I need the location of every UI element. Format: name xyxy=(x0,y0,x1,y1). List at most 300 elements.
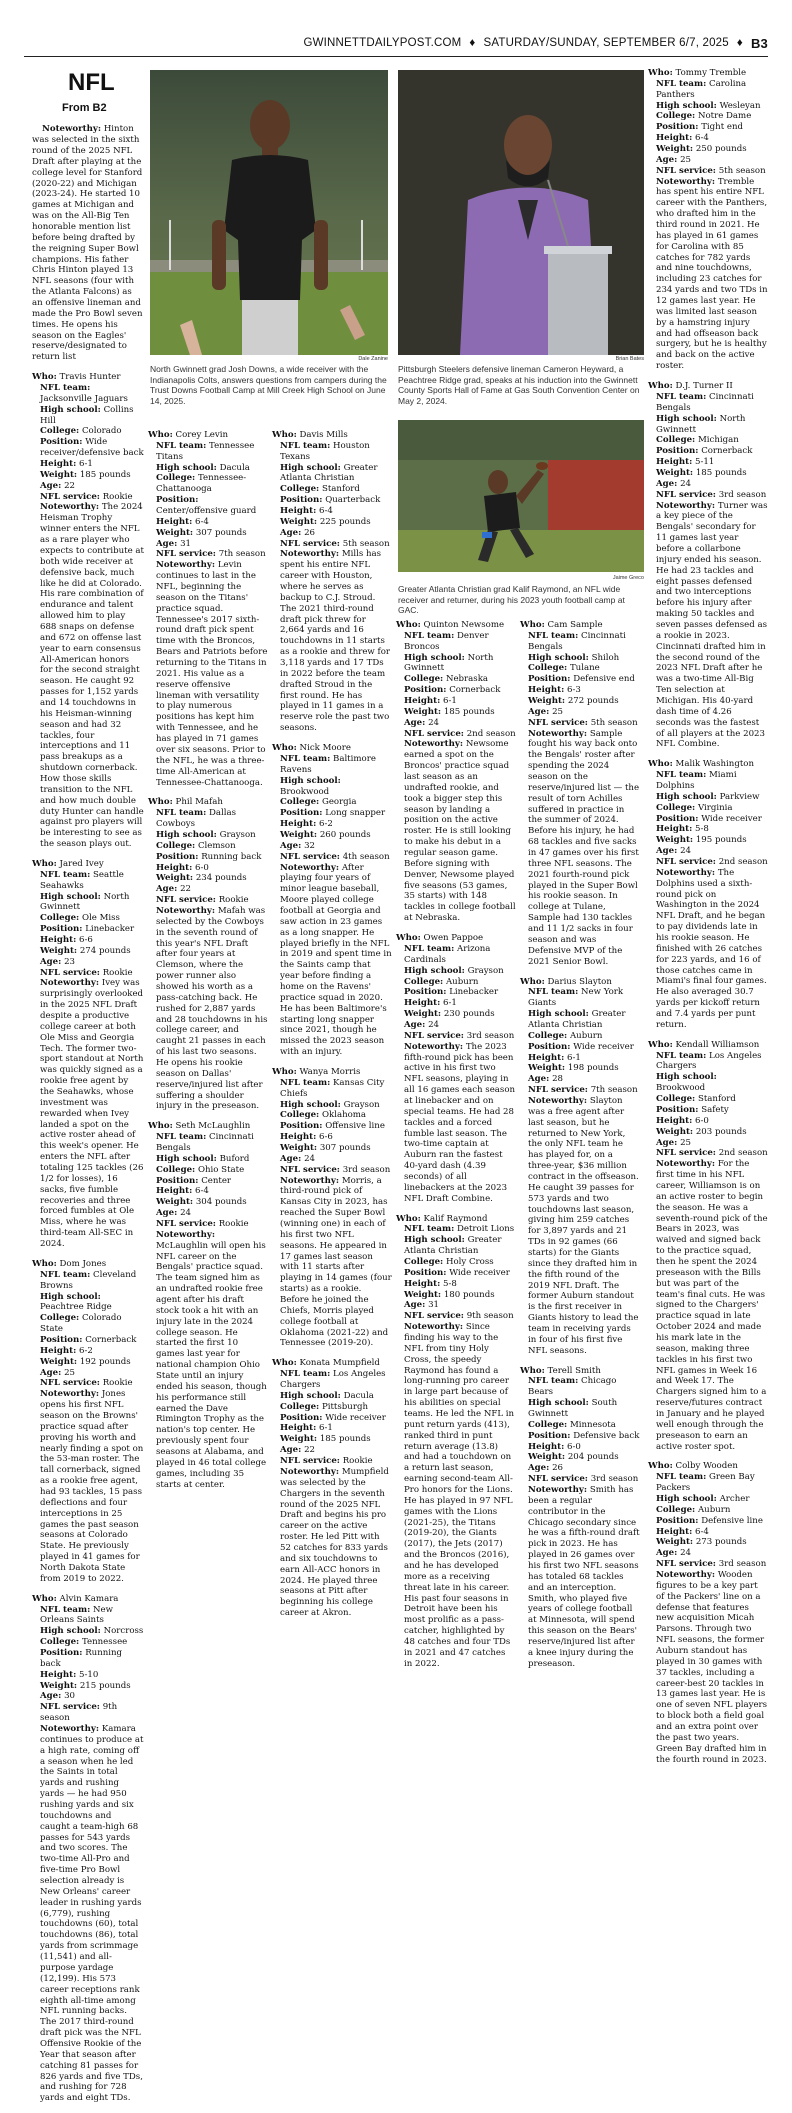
field-value: Linebacker xyxy=(449,987,499,998)
field-label: High school: xyxy=(656,100,717,111)
field-value: Running back xyxy=(201,851,262,862)
field-label: Weight: xyxy=(40,469,78,480)
player-field-hs xyxy=(648,414,768,436)
field-value: 250 pounds xyxy=(695,144,747,155)
field-label: Position: xyxy=(156,1175,199,1186)
field-value: Center/offensive guard xyxy=(156,506,257,517)
player-field-team xyxy=(32,870,144,892)
player-field-college xyxy=(148,1165,268,1176)
field-value: Levin continues to last in the NFL, beginning the season on the Titans' practice squad. Tennessee's 2017 sixth-round draft pick spent time with the Broncos, Bears and Patriots before returning to the Titans in 2021. His value as a reserve offensive lineman with versatility to play numerous positions has kept him with Tennessee, and he has played in 71 games over six seasons. Prior to the NFL, he was a three-time All-American at Tennessee-Chattanooga. xyxy=(156,560,268,788)
field-label: Weight: xyxy=(656,1537,694,1548)
field-value: 7th season xyxy=(590,1085,638,1096)
field-value: 26 xyxy=(552,1463,563,1474)
field-value: 31 xyxy=(180,538,191,549)
field-value: 6-4 xyxy=(195,1186,209,1197)
player-entry xyxy=(272,1067,392,1349)
field-value: Denver Broncos xyxy=(404,630,489,652)
player-field-weight xyxy=(272,1143,392,1154)
field-label: NFL service: xyxy=(156,895,216,906)
player-field-who xyxy=(648,1040,768,1051)
player-field-height xyxy=(148,863,268,874)
field-value: 23 xyxy=(64,956,75,967)
player-field-who xyxy=(648,759,768,770)
field-label: Age: xyxy=(656,1548,678,1559)
player-entry xyxy=(272,743,392,1058)
field-label: Age: xyxy=(528,1463,550,1474)
field-value: 6-0 xyxy=(695,1115,709,1126)
field-value: 6-4 xyxy=(695,133,709,144)
field-label: Height: xyxy=(40,935,77,945)
field-label: Position: xyxy=(656,1515,699,1526)
player-field-weight xyxy=(148,528,268,539)
player-field-service xyxy=(396,1031,516,1042)
field-value: Kalif Raymond xyxy=(423,1213,488,1224)
field-label: Who: xyxy=(396,620,421,630)
player-field-age xyxy=(648,155,768,166)
player-field-college xyxy=(520,1420,640,1431)
field-label: College: xyxy=(156,1164,196,1175)
field-value: 24 xyxy=(304,1153,315,1164)
field-value: 5th season xyxy=(718,165,766,176)
field-value: Wide receiver xyxy=(325,1412,386,1423)
field-value: The Dolphins used a sixth-round pick on Washington in the 2024 NFL Draft, and he began to pay dividends late in his rookie season. He finished with 26 catches for 223 yards, and 16 of those catches came in Miami's final four games. He also averaged 30.7 yards per kickoff return and 7.4 yards per punt return. xyxy=(656,867,767,1030)
field-value: Newsome earned a spot on the Broncos' practice squad last season as an undrafted rookie, and took a bigger step this season by landing a position on the active roster. He is still looking to make his debut in a regular season game. Before signing with Denver, Newsome played five seasons (53 games, 35 starts) with 148 tackles in college football at Nebraska. xyxy=(404,739,516,924)
player-field-service xyxy=(32,1702,144,1724)
field-label: Weight: xyxy=(40,1680,78,1691)
field-label: College: xyxy=(528,1419,568,1430)
field-label: Height: xyxy=(280,506,317,517)
field-value: Houston Texans xyxy=(280,440,370,462)
player-field-height xyxy=(648,457,768,468)
player-field-service xyxy=(396,1311,516,1322)
field-value: Cornerback xyxy=(449,685,501,696)
field-value: 26 xyxy=(304,527,315,538)
field-label: Weight: xyxy=(280,1434,318,1445)
player-field-who xyxy=(32,1259,144,1270)
field-value: 6-6 xyxy=(79,935,93,945)
field-label: Noteworthy: xyxy=(280,549,340,560)
column-2 xyxy=(148,430,268,1500)
field-value: Alvin Kamara xyxy=(59,1593,119,1604)
player-field-college xyxy=(648,1094,768,1105)
field-value: Cincinnati Bengals xyxy=(528,630,626,652)
player-field-hs xyxy=(272,776,392,798)
field-label: Position: xyxy=(404,987,447,998)
player-field-college xyxy=(648,1505,768,1516)
field-value: 5-10 xyxy=(79,1669,99,1680)
player-field-service xyxy=(32,1378,144,1389)
field-label: College: xyxy=(40,1637,80,1648)
field-label: Weight: xyxy=(528,1452,566,1463)
field-value: Offensive line xyxy=(325,1121,385,1132)
field-value: Smith has been a regular contributor in the Chicago secondary since he was a fifth-round draft pick in 2023. He has played in 26 games over his first two NFL seasons has totaled 68 tackles and an interception. Smith, who played five years of college football at Minnesota, will spend this season on the Bears' reserve/injured list after a knee injury during the preseason. xyxy=(528,1485,640,1669)
player-field-age xyxy=(32,481,144,492)
field-value: 6-1 xyxy=(443,998,457,1009)
field-label: Position: xyxy=(528,1430,571,1441)
player-field-hs xyxy=(148,830,268,841)
player-field-weight xyxy=(272,517,392,528)
field-value: Phil Mafah xyxy=(175,797,223,808)
field-label: Age: xyxy=(656,154,678,165)
player-field-position xyxy=(648,1105,768,1116)
field-label: Who: xyxy=(32,1593,57,1604)
player-field-position xyxy=(272,808,392,819)
player-field-hs xyxy=(32,1292,144,1314)
player-field-hs xyxy=(648,101,768,112)
field-label: Who: xyxy=(648,1039,673,1050)
field-label: College: xyxy=(280,484,320,495)
field-label: College: xyxy=(656,435,696,446)
field-label: Noteworthy: xyxy=(404,739,464,750)
field-value: Wide receiver xyxy=(701,813,762,824)
player-field-hs xyxy=(272,1100,392,1111)
field-label: Noteworthy: xyxy=(656,1159,716,1170)
field-value: 6-0 xyxy=(567,1441,581,1452)
field-label: Who: xyxy=(648,759,673,770)
player-field-who xyxy=(648,1461,768,1472)
field-value: Ole Miss xyxy=(81,913,120,924)
field-label: College: xyxy=(656,1504,696,1515)
field-label: Who: xyxy=(648,68,673,78)
player-field-service xyxy=(272,1456,392,1467)
field-value: 185 pounds xyxy=(319,1434,371,1445)
field-value: 6-6 xyxy=(319,1132,333,1143)
player-field-team xyxy=(32,1605,144,1627)
field-value: 2nd season xyxy=(718,1148,768,1159)
field-value: Davis Mills xyxy=(299,430,348,440)
field-value: 6-1 xyxy=(567,1052,581,1063)
field-label: Who: xyxy=(520,976,545,987)
field-label: NFL service: xyxy=(528,1474,588,1485)
field-value: 260 pounds xyxy=(319,829,371,840)
field-value: Wanya Morris xyxy=(299,1066,361,1077)
field-label: Weight: xyxy=(404,1009,442,1020)
field-label: College: xyxy=(404,1256,444,1267)
player-field-college xyxy=(148,473,268,495)
field-value: Collins Hill xyxy=(40,404,134,426)
field-value: Wide receiver/defensive back xyxy=(40,437,144,459)
field-label: Age: xyxy=(404,717,426,728)
field-label: NFL team: xyxy=(280,440,331,451)
player-field-who xyxy=(148,430,268,441)
field-label: Who: xyxy=(148,1121,173,1132)
player-field-who xyxy=(272,1358,392,1369)
player-entry xyxy=(32,859,144,1250)
field-label: Age: xyxy=(280,840,302,851)
field-value: North Gwinnett xyxy=(656,413,746,435)
field-value: Auburn xyxy=(569,1030,603,1041)
field-label: NFL service: xyxy=(404,728,464,739)
field-label: NFL service: xyxy=(280,1164,340,1175)
column-1 xyxy=(32,68,144,2113)
field-value: Tulane xyxy=(569,663,600,674)
field-value: 230 pounds xyxy=(443,1009,495,1020)
player-field-team xyxy=(648,1051,768,1073)
field-value: Tennessee xyxy=(81,1637,128,1648)
player-field-note xyxy=(520,1096,640,1357)
field-label: NFL service: xyxy=(40,1702,100,1713)
field-label: Noteworthy: xyxy=(156,905,216,916)
field-label: Age: xyxy=(528,1074,550,1085)
field-label: Position: xyxy=(656,813,699,824)
field-value: 5-8 xyxy=(443,1278,457,1289)
field-label: Height: xyxy=(156,516,193,527)
field-label: Weight: xyxy=(40,945,78,956)
field-value: The 2023 fifth-round pick has been active in his first two NFL seasons, playing in all 16 games each season at linebacker and on special teams. He had 28 tackles and a forced fumble last season. The two-time captain at Auburn ran the fastest 40-yard dash (4.39 seconds) of all linebackers at the 2023 NFL Draft Combine. xyxy=(404,1041,516,1204)
player-field-hs xyxy=(272,463,392,485)
player-field-height xyxy=(396,1279,516,1290)
field-label: College: xyxy=(404,674,444,685)
field-label: High school: xyxy=(156,462,217,473)
player-field-team xyxy=(520,987,640,1009)
player-field-weight xyxy=(32,1357,144,1368)
field-value: New Orleans Saints xyxy=(40,1604,113,1626)
field-value: Colby Wooden xyxy=(675,1461,738,1472)
player-field-height xyxy=(32,1346,144,1357)
field-label: NFL service: xyxy=(528,717,588,728)
player-field-college xyxy=(396,977,516,988)
field-value: Malik Washington xyxy=(675,759,755,770)
player-field-height xyxy=(648,1527,768,1538)
player-field-note xyxy=(648,501,768,751)
field-value: Mills has spent his entire NFL career with Houston, where he serves as backup to C.J. Stroud. The 2021 third-round draft pick threw for 2,664 yards and 16 touchdowns in 11 starts as a rookie and threw for 3,118 yards and 17 TDs in 2022 before the team drafted Stroud in the first round. He has played in 11 games in a reserve role the past two seasons. xyxy=(280,549,390,734)
player-field-team xyxy=(396,631,516,653)
player-field-who xyxy=(520,1366,640,1377)
player-field-age xyxy=(32,1691,144,1702)
player-field-hs xyxy=(396,1235,516,1257)
player-field-college xyxy=(520,663,640,674)
field-value: 24 xyxy=(428,1019,439,1030)
field-label: Weight: xyxy=(404,1289,442,1300)
field-value: Ohio State xyxy=(197,1164,245,1175)
player-entry xyxy=(520,1366,640,1670)
player-field-team xyxy=(648,392,768,414)
player-field-note xyxy=(272,1176,392,1350)
field-value: Miami Dolphins xyxy=(656,770,737,791)
player-field-college xyxy=(32,1637,144,1648)
player-field-service xyxy=(648,490,768,501)
field-label: College: xyxy=(156,473,196,484)
photo-josh-downs xyxy=(150,70,388,355)
player-field-hs xyxy=(396,653,516,675)
player-field-weight xyxy=(648,468,768,479)
field-label: NFL team: xyxy=(528,630,579,641)
player-field-position xyxy=(32,1335,144,1346)
player-field-who xyxy=(272,743,392,754)
player-entry xyxy=(148,430,268,788)
player-field-college xyxy=(148,841,268,852)
player-field-team xyxy=(272,1369,392,1391)
field-label: NFL team: xyxy=(404,1224,455,1235)
field-label: NFL team: xyxy=(656,391,707,402)
field-value: Tennessee Titans xyxy=(156,440,255,462)
player-field-college xyxy=(648,803,768,814)
field-label: NFL team: xyxy=(156,440,207,451)
field-label: NFL service: xyxy=(40,967,100,978)
player-field-position xyxy=(648,1516,768,1527)
field-value: 24 xyxy=(680,846,691,857)
player-field-weight xyxy=(648,835,768,846)
field-label: College: xyxy=(280,797,320,808)
field-label: High school: xyxy=(40,404,101,415)
field-label: High school: xyxy=(40,1291,101,1302)
player-field-note xyxy=(32,978,144,1249)
field-label: High school: xyxy=(280,462,341,473)
field-label: Age: xyxy=(40,1691,62,1702)
field-label: College: xyxy=(656,1094,696,1105)
player-entry xyxy=(520,620,640,968)
field-value: Jared Ivey xyxy=(59,858,104,869)
player-field-team xyxy=(32,383,144,405)
field-label: Position: xyxy=(280,495,323,506)
field-label: Age: xyxy=(40,956,62,967)
lead-paragraph xyxy=(32,124,144,363)
player-field-age xyxy=(396,718,516,729)
player-field-height xyxy=(520,1442,640,1453)
field-value: Sample fought his way back onto the Bengals' roster after spending the 2024 season on the reserve/injured list — the result of torn Achilles suffered in practice in the summer of 2024. Before his injury, he had 68 tackles and five sacks in 47 games over his first three NFL seasons. The 2021 fourth-round pick played in the Super Bowl his rookie season. In college at Tulane, Sample had 130 tackles and 11 1/2 sacks in four season and was Defensive MVP of the 2021 Senior Bowl. xyxy=(528,728,640,967)
field-label: Position: xyxy=(40,924,83,935)
column-6 xyxy=(648,68,768,1774)
field-label: Noteworthy: xyxy=(40,502,100,513)
field-label: Who: xyxy=(648,1461,673,1472)
field-value: 7th season xyxy=(218,549,266,560)
photo-credit: Brian Bates xyxy=(615,356,644,362)
field-label: NFL service: xyxy=(656,489,716,500)
player-field-note xyxy=(396,1322,516,1670)
field-value: The 2024 Heisman Trophy winner enters the NFL as a rare player who expects to contribute at both wide receiver at defensive back, much like he did at Colorado. His rare combination of endurance and talent allowed him to play 688 snaps on defense and 672 on offense last year to earn consensus All-American honors for the second straight season. He caught 92 passes for 1,152 yards and 14 touchdowns in his Heisman-winning season and had 32 tackles, four interceptions and 11 pass breakups as a shutdown cornerback. How those skills transition to the NFL and how much double duty Hunter can handle against pro players will be interesting to see as the season plays out. xyxy=(40,502,145,850)
field-value: Dom Jones xyxy=(59,1258,107,1269)
field-label: Position: xyxy=(40,1648,83,1658)
page-number: B3 xyxy=(750,35,768,51)
field-label: NFL team: xyxy=(280,1077,331,1088)
player-field-weight xyxy=(272,1434,392,1445)
field-label: Weight: xyxy=(40,1356,78,1367)
field-value: Wooden figures to be a key part of the Packers' line on a defense that features new acquisition Micah Parsons. Through two NFL seasons, the former Auburn standout has played in 30 games with 37 tackles, including a career-best 20 tackles in 13 games last year. He is one of seven NFL players to block both a field goal and an extra point over the past two years. Green Bay drafted him in the fourth round in 2023. xyxy=(656,1570,768,1765)
field-label: NFL service: xyxy=(40,491,100,502)
field-value: Cam Sample xyxy=(547,620,603,630)
player-field-college xyxy=(272,484,392,495)
field-label: Age: xyxy=(156,884,178,895)
field-value: Nebraska xyxy=(445,674,489,685)
field-value: Pittsburgh xyxy=(321,1401,368,1412)
field-label: Weight: xyxy=(656,467,694,478)
player-entry xyxy=(272,430,392,734)
field-value: 215 pounds xyxy=(79,1680,131,1691)
field-value: Turner was a key piece of the Bengals' secondary for 11 games last year before a collarbone injury ended his season. He had 23 tackles and eight passes defensed and two interceptions before his injury after making 50 tackles and seven passes defensed as a rookie in 2023. Cincinnati drafted him in the second round of the 2023 NFL Draft after he was a two-time All-Big Ten selection at Michigan. His 40-yard dash time of 4.26 seconds was the fastest of all players at the 2023 NFL Combine. xyxy=(656,500,768,750)
field-label: Noteworthy: xyxy=(528,1485,588,1496)
field-value: Buford xyxy=(219,1153,250,1164)
site-name: GWINNETTDAILYPOST.COM xyxy=(303,37,462,49)
player-field-service xyxy=(648,1559,768,1570)
player-field-height xyxy=(272,1132,392,1143)
player-field-service xyxy=(520,1474,640,1485)
field-label: College: xyxy=(40,426,80,437)
player-entry xyxy=(148,1121,268,1490)
field-value: Dacula xyxy=(343,1390,374,1401)
field-label: Height: xyxy=(156,1186,193,1197)
player-field-weight xyxy=(648,1127,768,1138)
field-label: NFL team: xyxy=(156,808,207,819)
separator: ♦ xyxy=(736,37,743,49)
field-label: Height: xyxy=(656,1526,693,1537)
player-field-team xyxy=(396,1224,516,1235)
field-value: 9th season xyxy=(40,1702,118,1724)
field-label: High school: xyxy=(280,1099,341,1110)
field-value: Running back xyxy=(40,1648,123,1669)
field-label: NFL team: xyxy=(528,1376,579,1387)
field-value: 5-11 xyxy=(695,457,715,468)
player-field-team xyxy=(648,1472,768,1494)
field-label: High school: xyxy=(156,829,217,840)
player-field-hs xyxy=(648,1494,768,1505)
field-label: NFL team: xyxy=(40,1269,91,1280)
field-label: Height: xyxy=(656,457,693,468)
field-label: Noteworthy: xyxy=(40,1389,100,1400)
field-label: Age: xyxy=(156,538,178,549)
player-field-college xyxy=(396,674,516,685)
field-value: Mafah was selected by the Cowboys in the seventh round of this year's NFL Draft after four years at Clemson, where the power runner also showed his worth as a pass-catching back. He rushed for 2,887 yards and 28 touchdowns in his college career, and caught 21 passes in each of his last two seasons. He opens his rookie season on Dallas' reserve/injured list after suffering a shoulder injury in the preseason. xyxy=(156,905,268,1112)
player-field-service xyxy=(648,166,768,177)
field-label: High school: xyxy=(280,1390,341,1401)
issue-date: SATURDAY/SUNDAY, SEPTEMBER 6/7, 2025 xyxy=(483,37,729,49)
field-value: 6-1 xyxy=(443,696,457,707)
player-field-note xyxy=(648,1570,768,1765)
field-label: Weight: xyxy=(280,829,318,840)
player-entry xyxy=(520,977,640,1357)
field-label: Who: xyxy=(32,372,57,383)
field-label: Age: xyxy=(404,1300,426,1311)
player-field-height xyxy=(396,696,516,707)
field-value: 203 pounds xyxy=(695,1126,747,1137)
field-value: 6-4 xyxy=(695,1526,709,1537)
field-label: College: xyxy=(528,1030,568,1041)
player-field-who xyxy=(148,797,268,808)
section-title: NFL xyxy=(68,69,115,96)
field-value: 6-1 xyxy=(79,459,93,470)
field-value: Minnesota xyxy=(569,1419,616,1430)
field-value: Virginia xyxy=(697,802,733,813)
field-value: Defensive end xyxy=(573,674,635,685)
field-value: 3rd season xyxy=(590,1474,639,1485)
player-field-height xyxy=(648,1116,768,1127)
field-value: Shiloh xyxy=(591,652,620,663)
field-value: New York Giants xyxy=(528,987,624,1009)
field-label: NFL service: xyxy=(656,1559,716,1570)
field-value: Stanford xyxy=(321,484,360,495)
field-value: South Gwinnett xyxy=(528,1398,618,1420)
player-field-team xyxy=(32,1270,144,1292)
field-label: Age: xyxy=(40,480,62,491)
field-value: Nick Moore xyxy=(299,743,351,754)
player-field-service xyxy=(648,1148,768,1159)
field-value: Auburn xyxy=(445,976,479,987)
player-field-team xyxy=(148,808,268,830)
player-entry xyxy=(396,933,516,1204)
field-label: Position: xyxy=(156,495,199,506)
player-field-team xyxy=(148,1132,268,1154)
field-value: Dacula xyxy=(219,462,250,473)
player-field-college xyxy=(272,1402,392,1413)
field-label: NFL team: xyxy=(40,383,91,394)
photo-kalif-raymond xyxy=(398,420,644,572)
field-label: Weight: xyxy=(280,516,318,527)
field-value: Greater Atlanta Christian xyxy=(404,1235,502,1257)
field-value: 204 pounds xyxy=(567,1452,619,1463)
field-value: After playing four years of minor league baseball, Moore played college football at Georgia and saw action in 23 games as a long snapper. He played briefly in the NFL in 2019 and spent time in the Saints camp that year before finding a home on the Ravens' practice squad in 2020. He has been Baltimore's starting long snapper since 2021, though he missed the 2023 season with an injury. xyxy=(280,862,392,1058)
player-field-note xyxy=(272,1467,392,1619)
field-value: 3rd season xyxy=(718,489,767,500)
player-field-team xyxy=(148,441,268,463)
